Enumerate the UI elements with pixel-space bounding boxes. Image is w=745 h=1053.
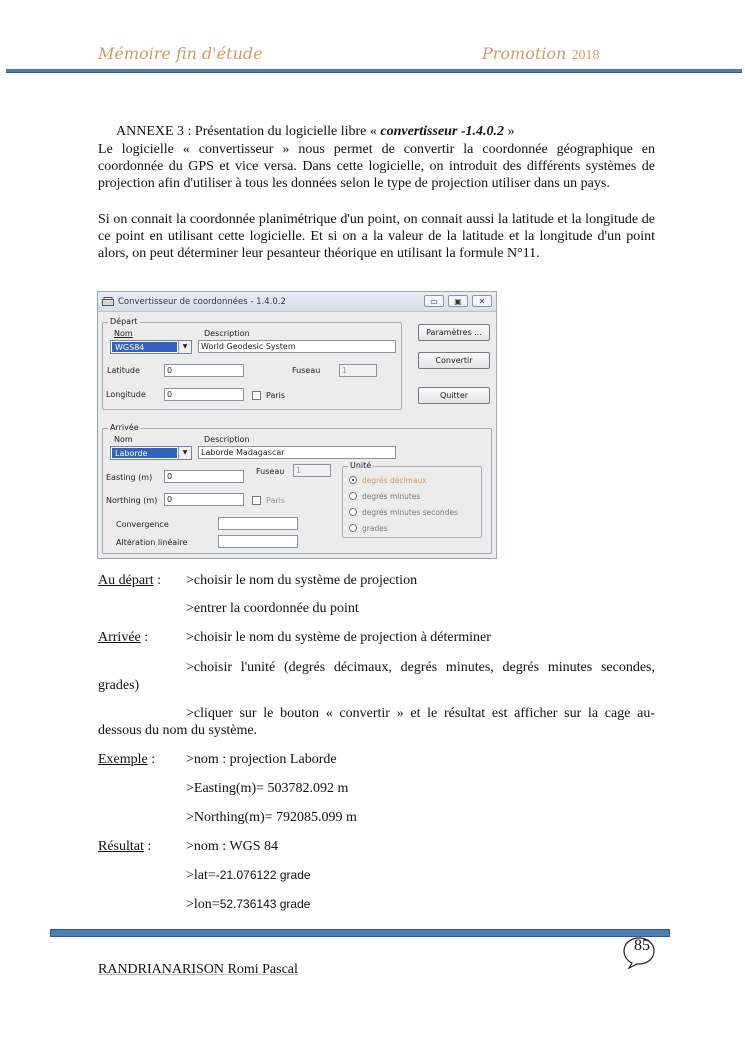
resultat-colon: : (143, 839, 152, 854)
depart-label: Au départ (98, 573, 154, 588)
northing-label: Northing (m) (106, 496, 158, 505)
easting-input[interactable]: 0 (164, 470, 244, 483)
quitter-button[interactable]: Quitter (418, 387, 490, 404)
chevron-down-icon[interactable]: ▼ (178, 341, 191, 353)
depart-colon: : (153, 573, 161, 588)
resultat-step-label (98, 839, 151, 855)
arrivee-step-3b: dessous du nom du système. (98, 723, 258, 738)
arrivee-step-2b: grades) (98, 678, 140, 693)
unite-option-2: degrés minutes (362, 492, 421, 501)
depart-step-label (98, 573, 161, 589)
alteration-label: Altération linéaire (116, 538, 188, 547)
arrivee-nom-select[interactable] (110, 446, 192, 460)
northing-input[interactable]: 0 (164, 493, 244, 506)
exemple-step-2: >Easting(m)= 503782.092 m (186, 781, 349, 796)
radio-degres-minutes[interactable] (349, 492, 357, 500)
arrivee-step-3a: >cliquer sur le bouton « convertir » et le résultat est afficher sur la cage au- (186, 706, 655, 721)
exemple-colon: : (147, 752, 156, 767)
depart-paris-checkbox[interactable] (252, 391, 261, 400)
lat-prefix: >lat= (186, 868, 216, 883)
parametres-button[interactable]: Paramètres ... (418, 324, 490, 341)
arrivee-step-1: >choisir le nom du système de projection à déterminer (186, 630, 491, 645)
depart-step-1: >choisir le nom du système de projection (186, 573, 418, 588)
latitude-label: Latitude (107, 366, 140, 375)
depart-step-2: >entrer la coordonnée du point (186, 601, 359, 616)
arrivee-nom-label: Nom (114, 435, 133, 444)
depart-fuseau-input[interactable]: 1 (339, 364, 377, 377)
depart-group-label: Départ (110, 317, 138, 326)
paragraph-1: Le logicielle « convertisseur » nous permet de convertir la coordonnée géographique en coordonnée du GPS et vice versa. Dans cette logicielle, on introduit des différents systèmes de projection afin d'utiliser à tous les données selon le type de projection utiliser dans un pays. (98, 142, 655, 191)
radio-degres-minutes-secondes[interactable] (349, 508, 357, 516)
radio-grades[interactable] (349, 524, 357, 532)
annex-prefix: ANNEXE 3 : Présentation du logicielle libre « (116, 124, 381, 139)
depart-fuseau-label: Fuseau (292, 366, 321, 375)
radio-degres-decimaux[interactable] (349, 476, 357, 484)
unite-option-3: degrés minutes secondes (362, 508, 458, 517)
depart-nom-select[interactable] (110, 340, 192, 354)
annex-software-name: convertisseur -1.4.0.2 (380, 124, 505, 139)
page-number: 85 (634, 937, 650, 954)
resultat-step-3 (186, 897, 310, 913)
window-title: Convertisseur de coordonnées - 1.4.0.2 (118, 296, 286, 307)
unite-group-label: Unité (350, 461, 372, 470)
easting-label: Easting (m) (106, 473, 153, 482)
longitude-input[interactable]: 0 (164, 388, 244, 401)
arrivee-step-label (98, 630, 148, 646)
arrivee-description-field[interactable]: Laborde Madagascar (198, 446, 396, 459)
exemple-step-1: >nom : projection Laborde (186, 752, 337, 767)
arrivee-group-label: Arrivée (110, 423, 139, 432)
arrivee-step-2a: >choisir l'unité (degrés décimaux, degrés minutes, degrés minutes secondes, (186, 660, 655, 675)
window-controls (424, 295, 492, 307)
header-promotion: Promotion (482, 44, 567, 63)
resultat-step-2 (186, 868, 311, 884)
depart-nom-value: WGS84 (112, 342, 177, 352)
footer-rule (50, 929, 670, 937)
arrivee-description-label: Description (204, 435, 250, 444)
arrivee-nom-value: Laborde (112, 448, 177, 458)
header-rule (6, 69, 742, 73)
resultat-label: Résultat (98, 839, 144, 854)
convergence-label: Convergence (116, 520, 169, 529)
header-right-title (482, 44, 599, 64)
depart-description-label: Description (204, 329, 250, 338)
depart-paris-label: Paris (266, 391, 286, 400)
converter-window-screenshot (97, 291, 497, 559)
annex-suffix: » (504, 124, 515, 139)
lon-prefix: >lon= (186, 897, 220, 912)
close-icon[interactable]: ✕ (472, 295, 492, 307)
alteration-output (218, 535, 298, 548)
unite-option-1: degrés décimaux (362, 476, 427, 485)
longitude-label: Longitude (106, 390, 146, 399)
maximize-icon[interactable]: ▣ (448, 295, 468, 307)
exemple-step-3: >Northing(m)= 792085.099 m (186, 810, 357, 825)
arrivee-colon: : (140, 630, 149, 645)
arrivee-label: Arrivée (98, 630, 141, 645)
resultat-step-1: >nom : WGS 84 (186, 839, 279, 854)
convertir-button[interactable]: Convertir (418, 352, 490, 369)
annex-title (116, 124, 515, 140)
convergence-output (218, 517, 298, 530)
lon-value: 52.736143 grade (219, 897, 311, 911)
arrivee-paris-checkbox[interactable] (252, 496, 261, 505)
arrivee-fuseau-input[interactable]: 1 (293, 464, 331, 477)
chevron-down-icon[interactable]: ▼ (178, 447, 191, 459)
exemple-label: Exemple (98, 752, 148, 767)
unite-option-4: grades (362, 524, 388, 533)
exemple-step-label (98, 752, 155, 768)
header-year: 2018 (571, 48, 600, 63)
lat-value: -21.076122 grade (215, 868, 311, 882)
footer-author: RANDRIANARISON Romi Pascal (98, 962, 298, 977)
arrivee-fuseau-label: Fuseau (256, 467, 285, 476)
depart-description-field[interactable]: World Geodesic System (198, 340, 396, 353)
arrivee-paris-label: Paris (266, 496, 286, 505)
minimize-icon[interactable]: ▭ (424, 295, 444, 307)
header-left-title: Mémoire fin d'étude (98, 44, 263, 63)
latitude-input[interactable]: 0 (164, 364, 244, 377)
depart-nom-label: Nom (114, 329, 133, 338)
paragraph-2: Si on connait la coordonnée planimétrique d'un point, on connait aussi la latitude et la longitude de ce point en utilisant cette logicielle. Et si on a la valeur de la latitude et la longitude d'un point alors, on peut déterminer leur pesanteur théorique en utilisant la formule N°11. (98, 212, 655, 261)
app-icon (102, 297, 114, 306)
